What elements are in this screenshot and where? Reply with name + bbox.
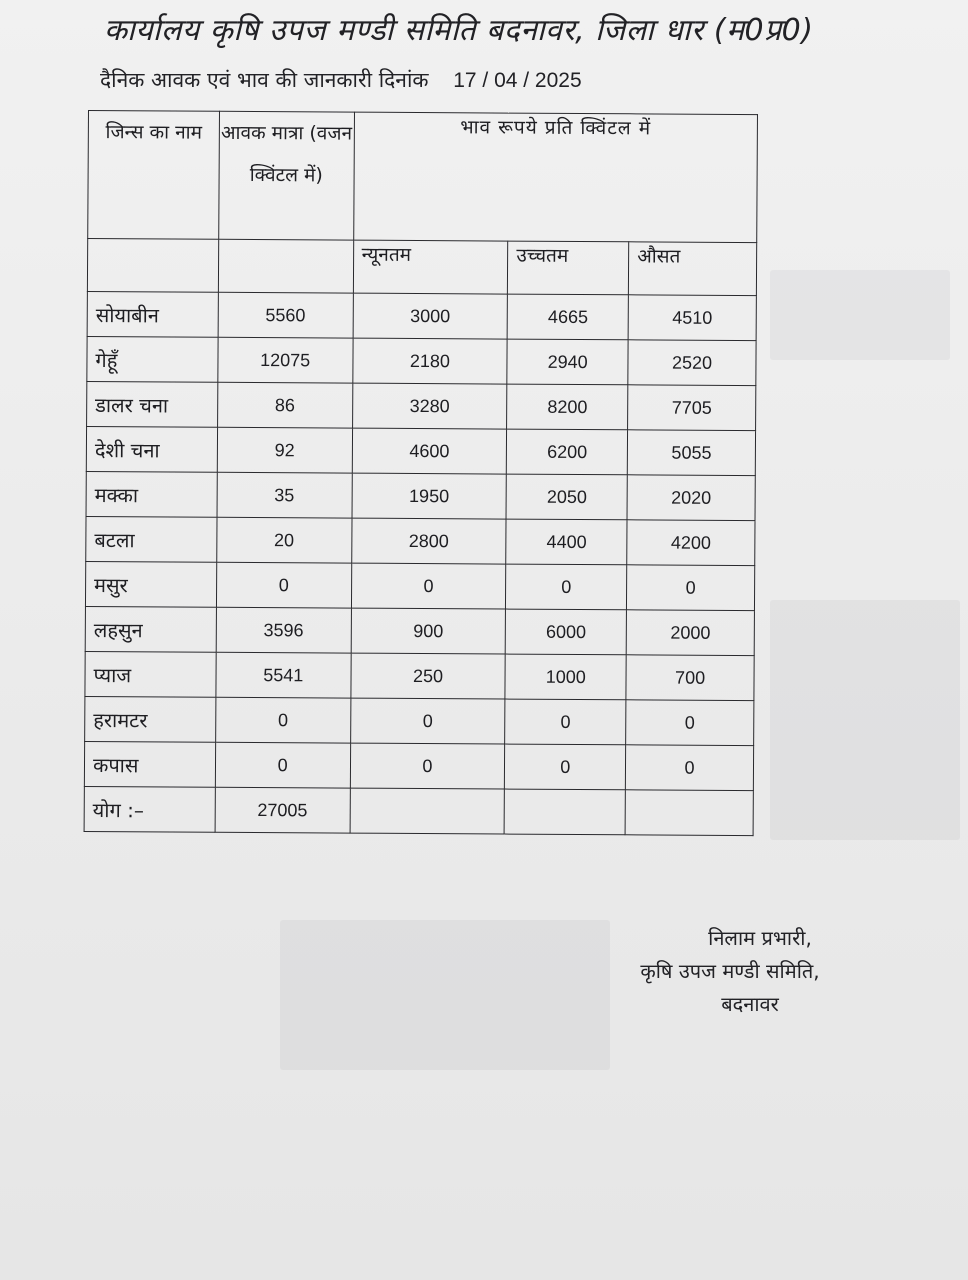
table-row: [85, 606, 754, 655]
min-price: 3000: [353, 293, 508, 339]
header-commodity: जिन्स का नाम: [88, 111, 220, 240]
min-price: 250: [351, 653, 506, 699]
mandi-rates-table: [84, 110, 758, 836]
signatory-place: बदनावर: [721, 992, 779, 1016]
max-price: 0: [505, 744, 626, 790]
paper-show-through: [770, 270, 950, 360]
max-price: 2940: [507, 339, 628, 385]
signatory-title: निलाम प्रभारी,: [708, 926, 812, 950]
table-row: [86, 471, 755, 520]
avg-price: 0: [626, 700, 754, 746]
arrival-qty: 20: [217, 517, 352, 563]
max-price: 1000: [505, 654, 626, 700]
total-blank: [625, 790, 753, 836]
total-arrival: 27005: [215, 787, 350, 833]
min-price: 0: [350, 698, 505, 744]
avg-price: 7705: [628, 385, 756, 431]
arrival-qty: 92: [217, 427, 352, 473]
header-min: न्यूनतम: [353, 240, 508, 294]
arrival-qty: 12075: [218, 337, 353, 383]
report-subtitle: [100, 66, 582, 94]
header-arrival: आवक मात्रा (वजन क्विंटल में): [219, 111, 355, 240]
commodity-name: हरामटर: [85, 696, 216, 742]
max-price: 0: [505, 699, 626, 745]
avg-price: 5055: [627, 430, 755, 476]
arrival-qty: 5541: [216, 652, 351, 698]
min-price: 4600: [352, 428, 507, 474]
header-avg: औसत: [629, 242, 757, 296]
table-row: [86, 516, 755, 565]
avg-price: 4510: [628, 295, 756, 341]
max-price: 4400: [506, 519, 627, 565]
report-date: 17 / 04 / 2025: [453, 69, 582, 92]
header-row: [88, 111, 758, 243]
commodity-name: कपास: [84, 741, 215, 787]
table-row: [85, 561, 754, 610]
max-price: 4665: [507, 294, 628, 340]
subheader-row: [87, 239, 756, 296]
commodity-name: डालर चना: [87, 381, 218, 427]
total-blank: [350, 788, 505, 834]
table-row: [85, 651, 754, 700]
max-price: 2050: [506, 474, 627, 520]
table-row: [85, 696, 754, 745]
avg-price: 2000: [626, 610, 754, 656]
commodity-name: मसुर: [85, 561, 216, 607]
subheader-blank: [87, 239, 218, 293]
commodity-name: गेहूँ: [87, 336, 218, 382]
avg-price: 0: [626, 745, 754, 791]
avg-price: 2020: [627, 475, 755, 521]
subheader-blank: [218, 239, 353, 293]
commodity-name: सोयाबीन: [87, 291, 218, 337]
min-price: 900: [351, 608, 506, 654]
arrival-qty: 3596: [216, 607, 351, 653]
total-row: [84, 786, 753, 835]
arrival-qty: 5560: [218, 292, 353, 338]
header-price: भाव रूपये प्रति क्विंटल में: [353, 112, 757, 242]
header-max: उच्चतम: [508, 241, 629, 295]
paper-show-through: [280, 920, 610, 1070]
arrival-qty: 35: [217, 472, 352, 518]
table-row: [84, 741, 753, 790]
avg-price: 0: [627, 565, 755, 611]
signatory-office: कृषि उपज मण्डी समिति,: [640, 959, 820, 983]
max-price: 0: [506, 564, 627, 610]
commodity-name: बटला: [86, 516, 217, 562]
avg-price: 700: [626, 655, 754, 701]
office-title: कार्यालय कृषि उपज मण्डी समिति बदनावर, जिला धार (म0प्र0): [104, 13, 814, 48]
commodity-name: लहसुन: [85, 606, 216, 652]
commodity-name: मक्का: [86, 471, 217, 517]
min-price: 0: [350, 743, 505, 789]
arrival-qty: 0: [215, 697, 350, 743]
total-blank: [504, 789, 625, 835]
min-price: 2180: [352, 338, 507, 384]
arrival-qty: 86: [217, 382, 352, 428]
table-row: [87, 291, 756, 340]
arrival-qty: 0: [216, 562, 351, 608]
commodity-name: देशी चना: [86, 426, 217, 472]
max-price: 6000: [506, 609, 627, 655]
min-price: 0: [351, 563, 506, 609]
subtitle-text: दैनिक आवक एवं भाव की जानकारी दिनांक: [100, 68, 429, 92]
table-row: [86, 426, 755, 475]
min-price: 2800: [351, 518, 506, 564]
max-price: 8200: [507, 384, 628, 430]
commodity-name: प्याज: [85, 651, 216, 697]
avg-price: 4200: [627, 520, 755, 566]
arrival-qty: 0: [215, 742, 350, 788]
table-row: [87, 381, 756, 430]
total-label: योग :–: [84, 786, 215, 832]
min-price: 3280: [352, 383, 507, 429]
table-row: [87, 336, 756, 385]
min-price: 1950: [352, 473, 507, 519]
max-price: 6200: [507, 429, 628, 475]
paper-show-through: [770, 600, 960, 840]
avg-price: 2520: [628, 340, 756, 386]
signature-block: [610, 922, 850, 1021]
